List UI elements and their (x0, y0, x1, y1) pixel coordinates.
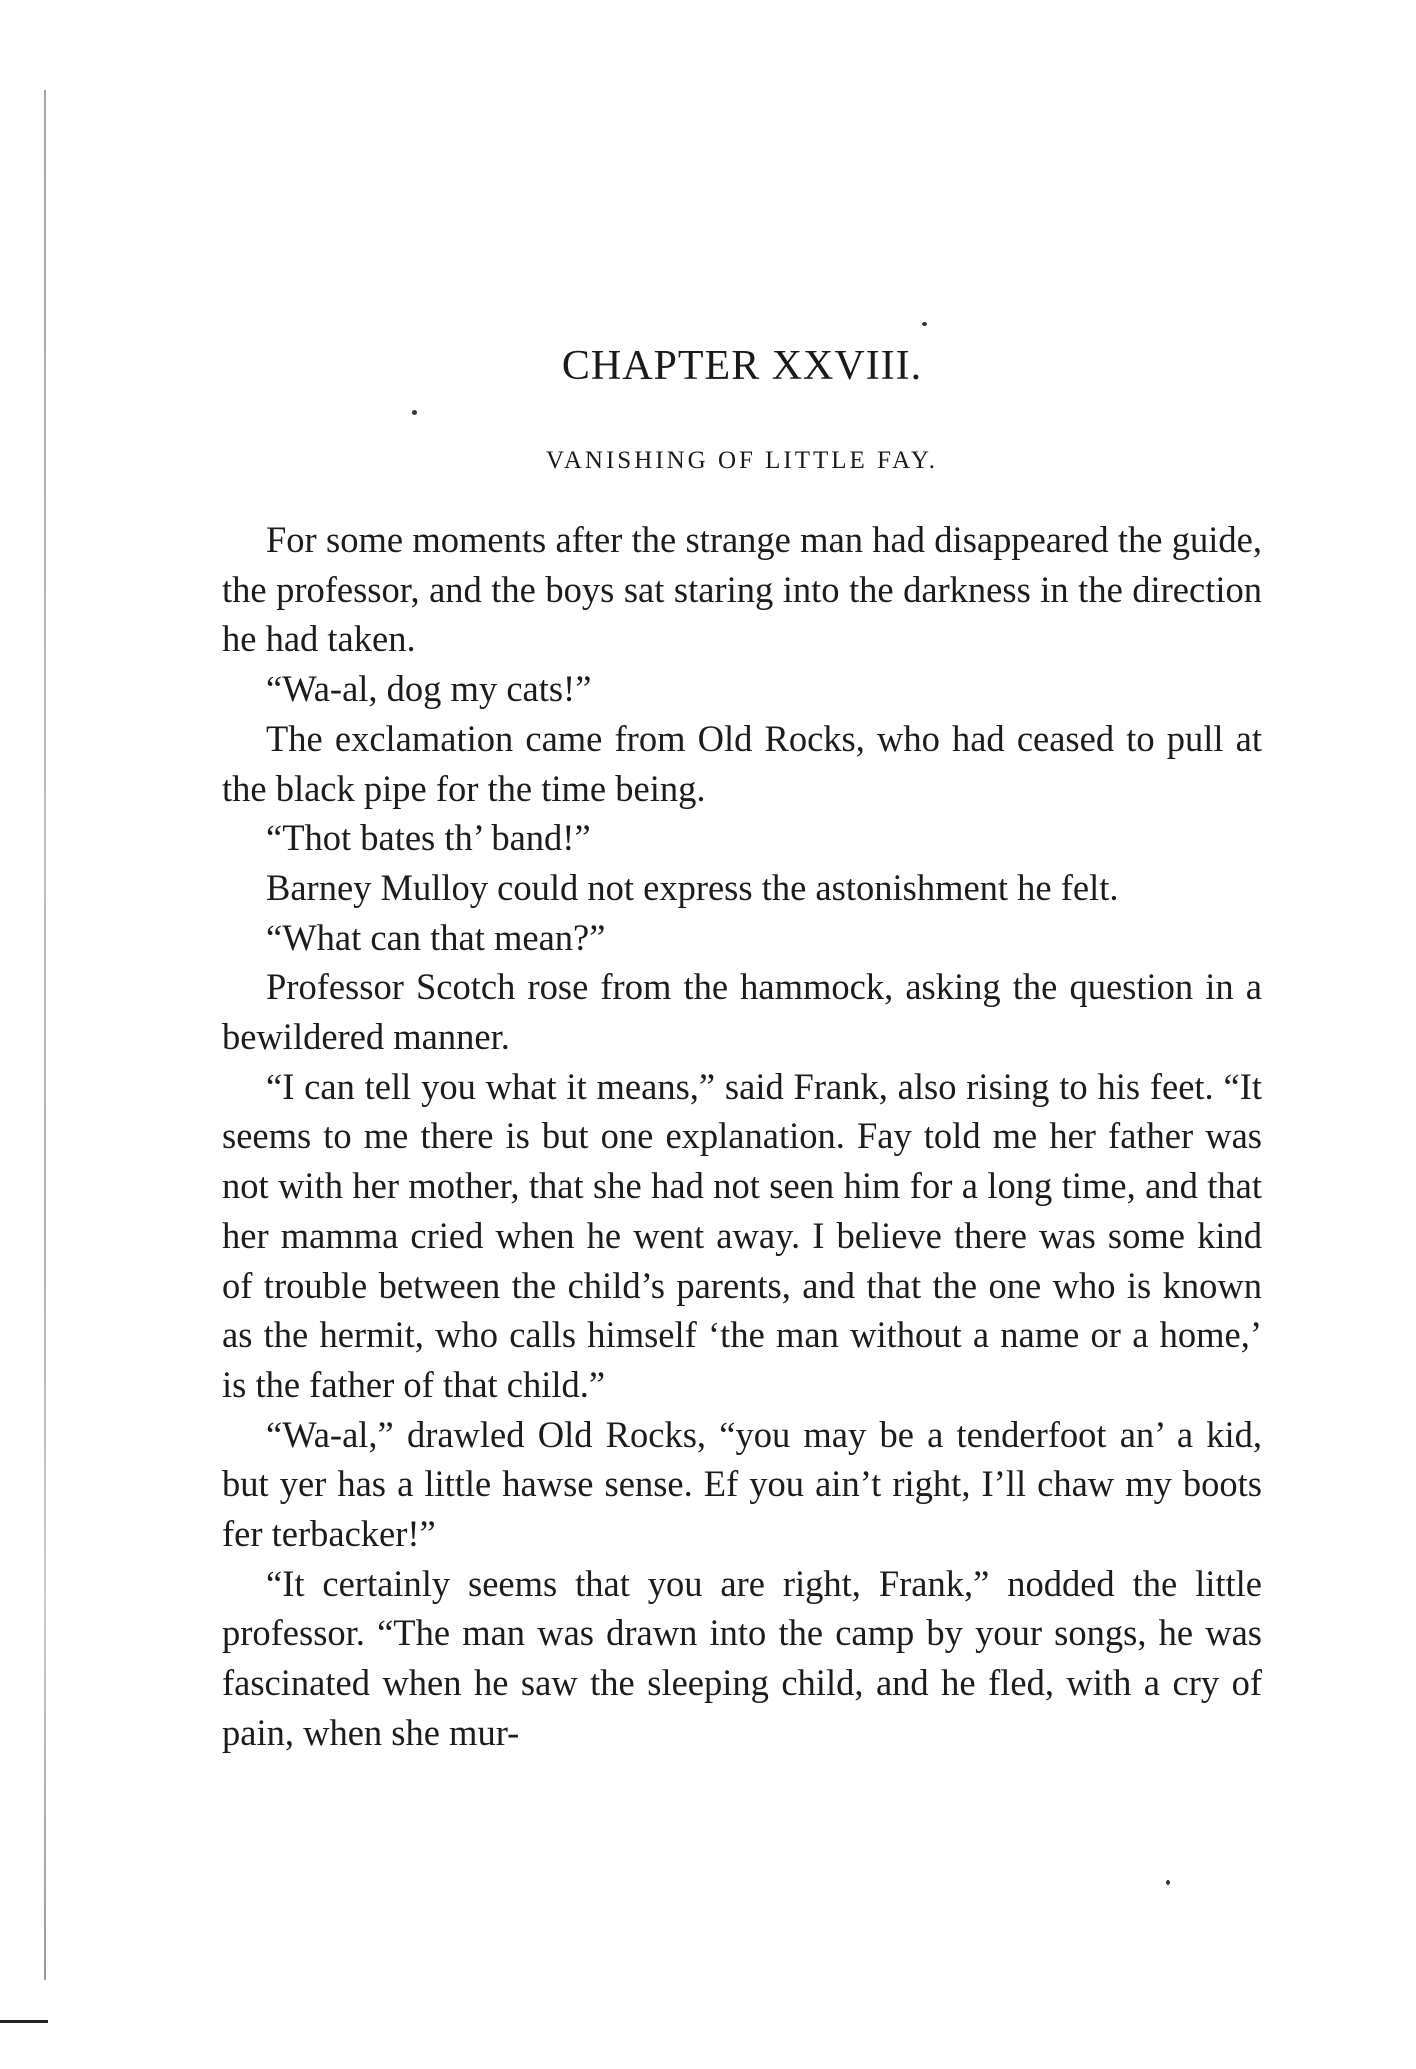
chapter-body (222, 515, 1262, 1758)
paragraph: The exclamation came from Old Rocks, who had ceased to pull at the black pipe for the time being. (222, 717, 1262, 809)
paragraph: “Wa-al, dog my cats!” (266, 668, 592, 710)
paragraph: “It certainly seems that you are right, Frank,” nodded the little professor. “The man was drawn into the camp by your songs, he was fascinated when he saw the sleeping child, and he fled, with a cry of pain, when she mur- (222, 1562, 1262, 1753)
paragraph: Barney Mulloy could not express the astonishment he felt. (266, 866, 1119, 908)
paragraph: “What can that mean?” (266, 916, 606, 958)
paragraph: “Thot bates th’ band!” (266, 817, 591, 859)
paragraph: For some moments after the strange man had disappeared the guide, the professor, and the boys sat staring into the darkness in the direction he had taken. (222, 519, 1262, 660)
page-edge-mark (0, 2020, 48, 2023)
paragraph: Professor Scotch rose from the hammock, asking the question in a bewildered manner. (222, 966, 1262, 1058)
paragraph: “Wa-al,” drawled Old Rocks, “you may be a tenderfoot an’ a kid, but yer has a little hawse sense. Ef you ain’t right, I’ll chaw my boots fer terbacker!” (222, 1413, 1262, 1555)
chapter-subtitle: VANISHING OF LITTLE FAY. (546, 447, 938, 474)
print-speck (1166, 1880, 1170, 1885)
paragraph: “I can tell you what it means,” said Frank, also rising to his feet. “It seems to me there is but one explanation. Fay told me her father was not with her mother, that she had not seen him for a long time, and that her mamma cried when he went away. I believe there was some kind of trouble between the child’s parents, and that the one who is known as the hermit, who calls himself ‘the man without a name or a home,’ is the father of that child.” (222, 1065, 1262, 1405)
chapter-title: CHAPTER XXVIII. (561, 343, 923, 389)
print-speck (922, 322, 927, 326)
print-speck (412, 410, 417, 415)
page-edge-shadow (44, 90, 46, 1980)
